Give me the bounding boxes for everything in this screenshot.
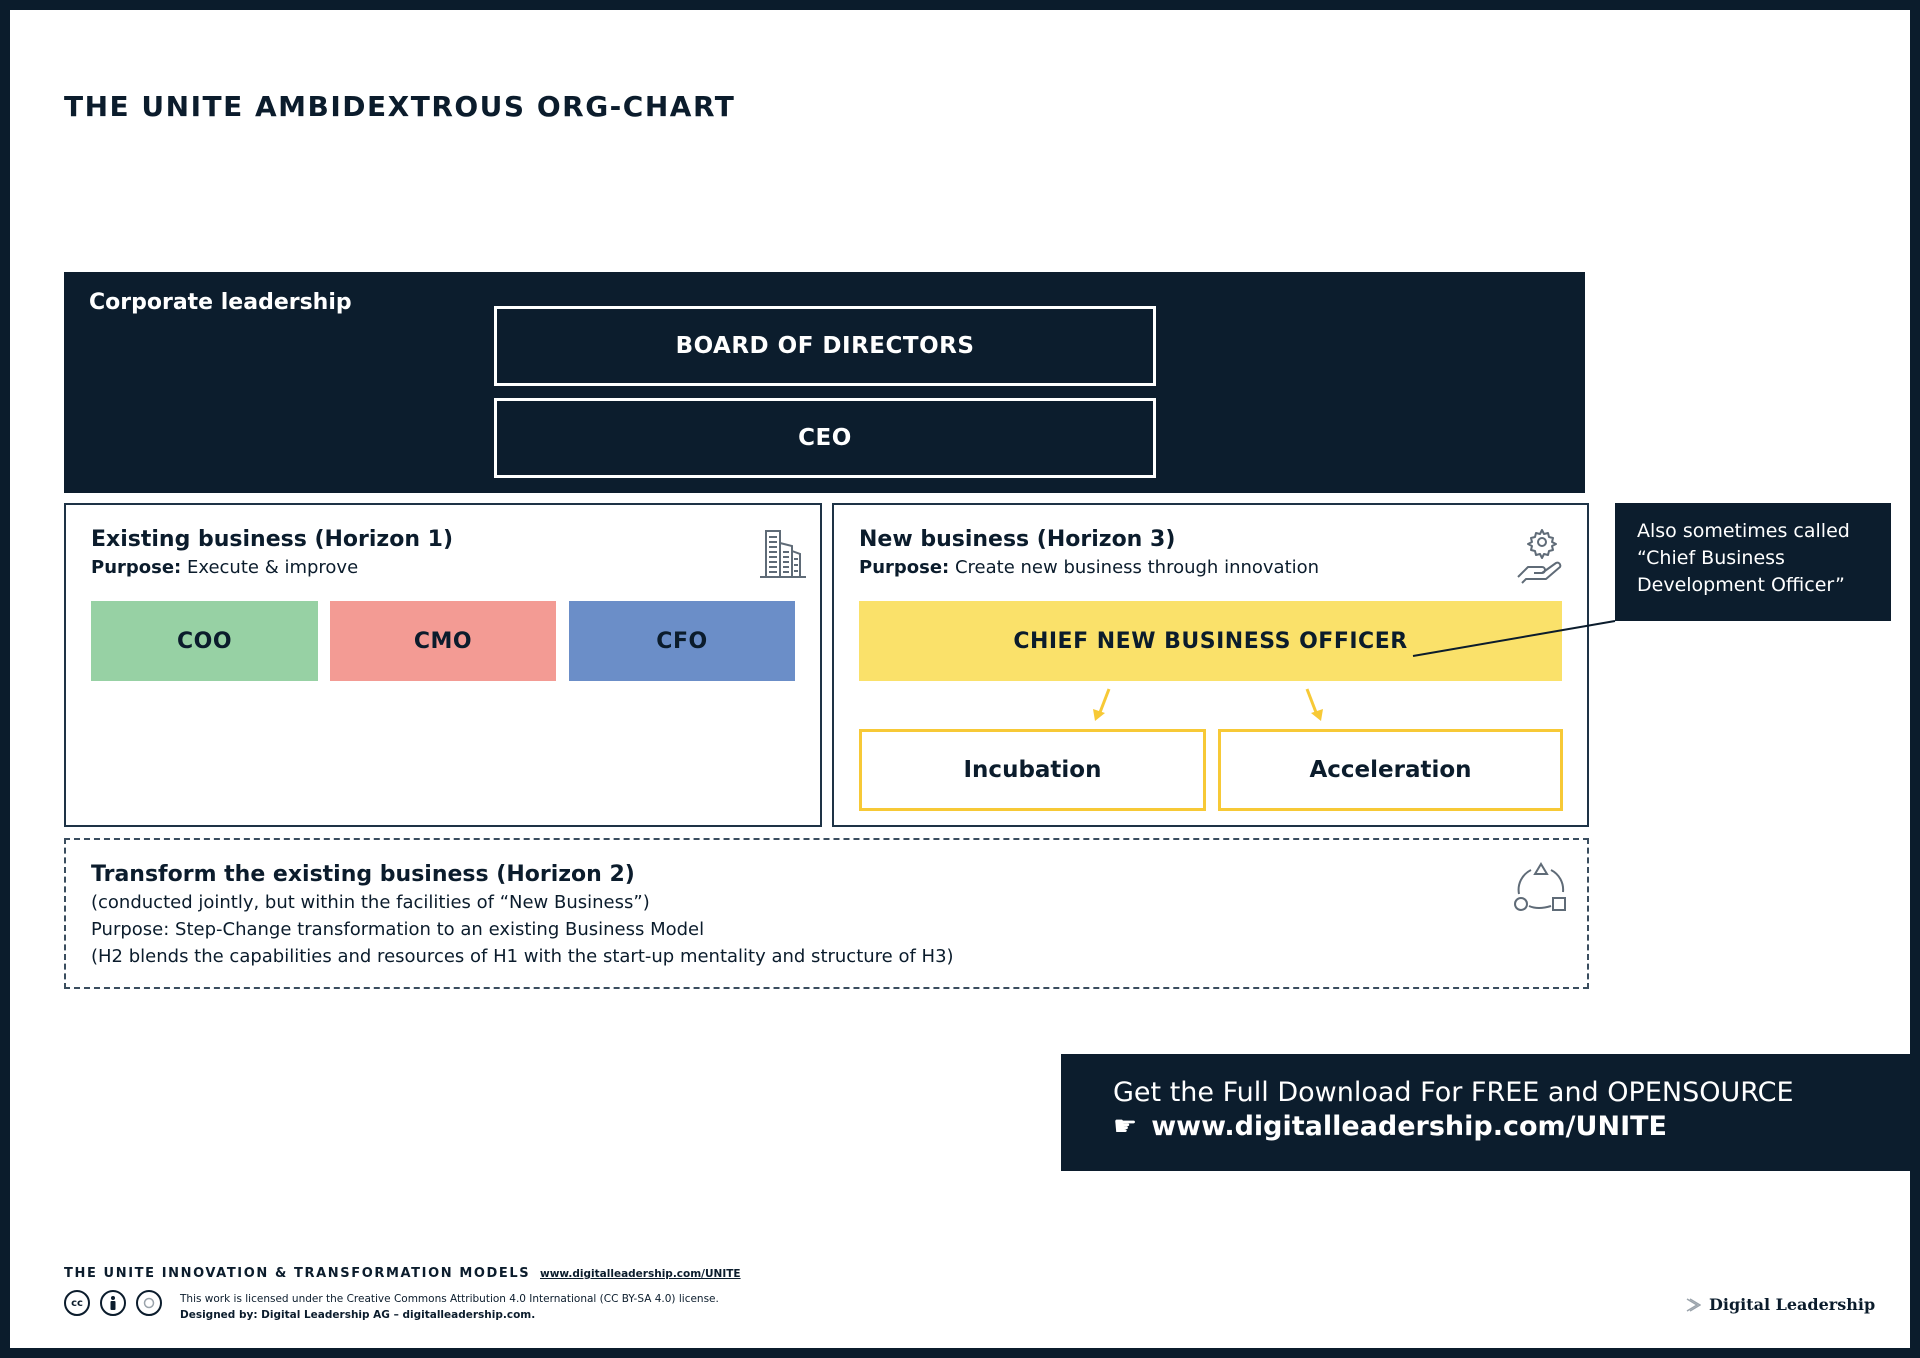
- canvas: [10, 10, 1910, 1348]
- corporate-leadership-label: Corporate leadership: [89, 290, 352, 315]
- purpose-label: Purpose:: [91, 557, 182, 578]
- cc-icon: cc: [64, 1290, 90, 1316]
- chief-new-business-officer-box: CHIEF NEW BUSINESS OFFICER: [859, 601, 1562, 681]
- gear-hand-icon: [1512, 527, 1568, 583]
- brand-name: Digital Leadership: [1709, 1295, 1876, 1314]
- footer-link[interactable]: www.digitalleadership.com/UNITE: [540, 1268, 741, 1280]
- horizon1-title: Existing business (Horizon 1): [91, 527, 454, 552]
- license-icons: [64, 1290, 162, 1316]
- arrow-down-right-icon: [1299, 685, 1329, 725]
- callout-line-2: “Chief Business: [1637, 547, 1785, 569]
- attribution-icon: [100, 1290, 126, 1316]
- horizon2-purpose: Purpose: Step-Change transformation to an existing Business Model: [91, 919, 705, 940]
- chevron-right-icon: [1685, 1297, 1701, 1313]
- corporate-leadership-section: [64, 272, 1585, 493]
- acceleration-box: Acceleration: [1218, 729, 1563, 811]
- cta-url-link[interactable]: www.digitalleadership.com/UNITE: [1151, 1111, 1667, 1142]
- horizon2-title: Transform the existing business (Horizon 2): [91, 862, 635, 887]
- horizon1-panel: [64, 503, 822, 827]
- purpose-text: Create new business through innovation: [949, 557, 1320, 578]
- license-line-1: This work is licensed under the Creative Commons Attribution 4.0 International (CC BY-SA 4.0) license.: [180, 1293, 719, 1305]
- horizon2-note: (conducted jointly, but within the facilities of “New Business”): [91, 892, 650, 913]
- arrow-down-left-icon: [1089, 685, 1119, 725]
- cfo-role-box: CFO: [569, 601, 795, 681]
- horizon3-purpose: [859, 557, 1319, 578]
- cta-headline: Get the Full Download For FREE and OPENSOURCE: [1113, 1077, 1794, 1108]
- horizon2-description: (H2 blends the capabilities and resources of H1 with the start-up mentality and structure of H3): [91, 946, 954, 967]
- purpose-label: Purpose:: [859, 557, 950, 578]
- callout-line-3: Development Officer”: [1637, 574, 1845, 596]
- horizon3-title: New business (Horizon 3): [859, 527, 1176, 552]
- cmo-role-box: CMO: [330, 601, 556, 681]
- callout-note: [1615, 503, 1891, 621]
- board-of-directors-box: BOARD OF DIRECTORS: [494, 306, 1156, 386]
- designed-by-line: Designed by: Digital Leadership AG – digitalleadership.com.: [180, 1309, 536, 1321]
- license-text: [180, 1291, 719, 1323]
- ceo-box: CEO: [494, 398, 1156, 478]
- horizon1-purpose: [91, 557, 358, 578]
- share-alike-icon: [136, 1290, 162, 1316]
- callout-connector-line: [1410, 610, 1630, 670]
- purpose-text: Execute & improve: [181, 557, 359, 578]
- horizon2-panel: [64, 838, 1589, 989]
- building-icon: [756, 527, 812, 583]
- pointing-hand-icon: ☛: [1113, 1111, 1138, 1142]
- footer-title: THE UNITE INNOVATION & TRANSFORMATION MODELS: [64, 1266, 531, 1281]
- cycle-shapes-icon: [1511, 860, 1571, 920]
- callout-line-1: Also sometimes called: [1637, 520, 1850, 542]
- download-cta-banner[interactable]: [1061, 1054, 1910, 1171]
- brand-logo: [1685, 1295, 1875, 1314]
- incubation-box: Incubation: [859, 729, 1206, 811]
- page-title: THE UNITE AMBIDEXTROUS ORG-CHART: [64, 90, 736, 123]
- coo-role-box: COO: [91, 601, 318, 681]
